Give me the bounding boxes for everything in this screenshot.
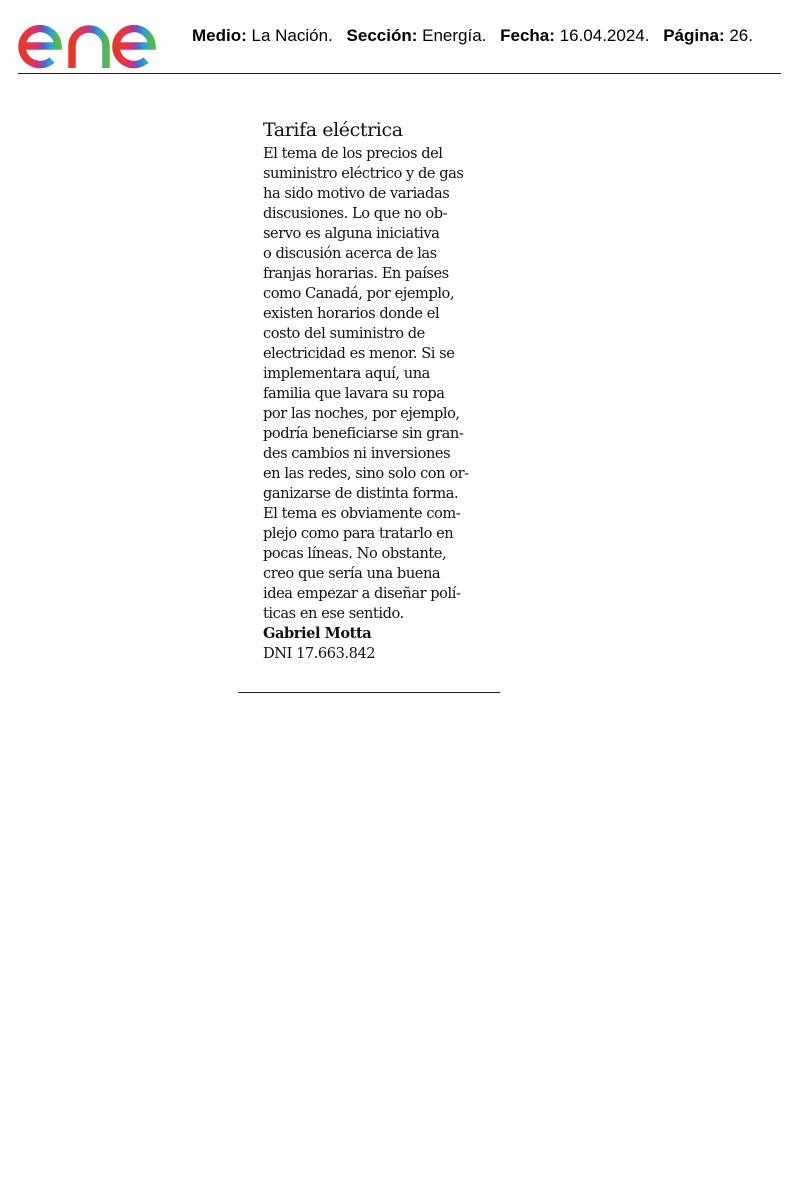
article-body-line: por las noches, por ejemplo,	[263, 405, 460, 422]
article-body-line: servo es alguna iniciativa	[263, 225, 440, 242]
article-body-line: en las redes, sino solo con or-	[263, 465, 469, 482]
article-title: Tarifa eléctrica	[263, 119, 403, 141]
seccion-label: Sección:	[346, 26, 418, 45]
medio-label: Medio:	[192, 26, 247, 45]
article-body-line: ganizarse de distinta forma.	[263, 485, 459, 502]
header-divider	[18, 73, 781, 74]
article-body-line: discusiones. Lo que no ob-	[263, 205, 448, 222]
author-name: Gabriel Motta	[263, 625, 372, 642]
fecha-label: Fecha:	[500, 26, 555, 45]
article-body-line: pocas líneas. No obstante,	[263, 545, 447, 562]
seccion-value: Energía.	[422, 26, 487, 45]
article-body-line: idea empezar a diseñar polí-	[263, 585, 461, 602]
article-body	[263, 144, 493, 624]
enel-logo	[16, 8, 178, 70]
article-body-line: El tema es obviamente com-	[263, 505, 461, 522]
article-body-line: creo que sería una buena	[263, 565, 441, 582]
article-divider	[238, 692, 500, 693]
pagina-label: Página:	[663, 26, 725, 45]
fecha-value: 16.04.2024.	[559, 26, 650, 45]
article-body-line: costo del suministro de	[263, 325, 425, 342]
article-body-line: des cambios ni inversiones	[263, 445, 451, 462]
article-body-line: electricidad es menor. Si se	[263, 345, 455, 362]
article-body-line: familia que lavara su ropa	[263, 385, 445, 402]
article-body-line: o discusión acerca de las	[263, 245, 437, 262]
pagina-value: 26.	[729, 26, 753, 45]
article-body-line: suministro eléctrico y de gas	[263, 165, 464, 182]
clipping-metadata	[192, 25, 753, 47]
clipping-header	[0, 0, 800, 80]
article-body-line: plejo como para tratarlo en	[263, 525, 454, 542]
article-body-line: ticas en ese sentido.	[263, 605, 404, 622]
article-body-line: ha sido motivo de variadas	[263, 185, 450, 202]
article-body-line: podría beneficiarse sin gran-	[263, 425, 464, 442]
article-body-line: El tema de los precios del	[263, 145, 443, 162]
author-dni: DNI 17.663.842	[263, 645, 376, 662]
article-body-line: como Canadá, por ejemplo,	[263, 285, 455, 302]
letter-article	[263, 117, 493, 664]
article-signature	[263, 624, 493, 664]
article-body-line: implementara aquí, una	[263, 365, 430, 382]
medio-value: La Nación.	[251, 26, 333, 45]
article-body-line: franjas horarias. En países	[263, 265, 449, 282]
article-body-line: existen horarios donde el	[263, 305, 440, 322]
